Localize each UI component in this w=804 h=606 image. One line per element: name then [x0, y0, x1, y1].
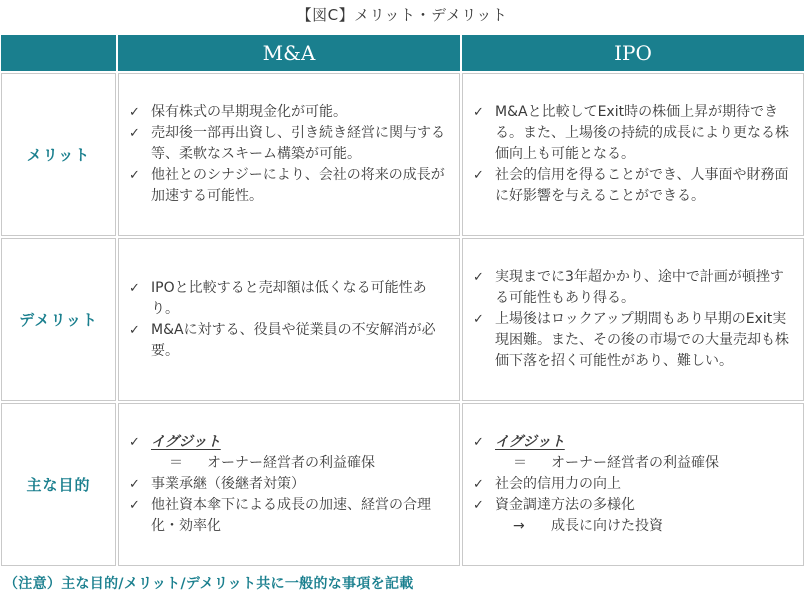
check-icon: ✓ — [129, 126, 140, 141]
exit-emphasis: イグジット — [495, 434, 565, 450]
equals-mark: ＝ — [169, 455, 183, 471]
list-item: ✓ 他社資本傘下による成長の加速、経営の合理化・効率化 — [129, 497, 431, 534]
check-icon: ✓ — [129, 168, 140, 183]
check-icon: ✓ — [473, 477, 484, 492]
check-icon: ✓ — [129, 105, 140, 120]
row-label-merit: メリット — [1, 73, 116, 236]
equals-mark: ＝ — [513, 455, 527, 471]
column-header-ma: M&A — [118, 35, 460, 71]
header-corner-cell — [1, 35, 116, 71]
arrow-right-icon: → — [513, 518, 525, 534]
list-sub-item: ＝ オーナー経営者の利益確保 — [129, 453, 451, 474]
column-header-ipo: IPO — [462, 35, 804, 71]
check-icon: ✓ — [473, 270, 484, 285]
check-icon: ✓ — [473, 435, 484, 450]
comparison-table — [1, 35, 804, 565]
list-item: ✓ 実現までに3年超かかり、途中で計画が頓挫する可能性もあり得る。 — [473, 269, 784, 306]
list-item: ✓ IPOと比較すると売却額は低くなる可能性あり。 — [129, 279, 427, 317]
check-icon: ✓ — [473, 168, 484, 183]
check-icon: ✓ — [473, 312, 484, 327]
purpose-ipo-cell — [462, 403, 804, 566]
check-icon: ✓ — [473, 105, 484, 120]
list-item: ✓ 保有株式の早期現金化が可能。 — [129, 102, 451, 123]
merit-ma-cell — [118, 73, 460, 236]
list-item: ✓ 売却後一部再出資し、引き続き経営に関与する等、柔軟なスキーム構築が可能。 — [129, 125, 445, 162]
list-item — [473, 432, 795, 453]
figure-title: 【図C】メリット・デメリット — [296, 6, 508, 24]
list-item: ✓ 資金調達方法の多様化 — [473, 495, 795, 516]
check-icon: ✓ — [129, 498, 140, 513]
list-item: ✓ 上場後はロックアップ期間もあり早期のExit実現困難。また、その後の市場での大量売却も株価下落を招く可能性があり、難しい。 — [473, 311, 789, 369]
check-icon: ✓ — [129, 435, 140, 450]
row-label-demerit: デメリット — [1, 238, 116, 401]
check-icon: ✓ — [129, 280, 140, 296]
check-icon: ✓ — [129, 477, 140, 492]
exit-emphasis: イグジット — [151, 434, 221, 450]
check-icon: ✓ — [129, 322, 140, 338]
list-item: ✓ 他社とのシナジーにより、会社の将来の成長が加速する可能性。 — [129, 167, 445, 204]
list-item: ✓ M&Aと比較してExit時の株価上昇が期待できる。また、上場後の持続的成長により更なる株価向上も可能となる。 — [473, 104, 789, 162]
list-item — [129, 432, 451, 453]
list-item: ✓ 社会的信用力の向上 — [473, 474, 795, 495]
merit-ipo-cell — [462, 73, 804, 236]
list-item: ✓ 社会的信用を得ることができ、人事面や財務面に好影響を与えることができる。 — [473, 167, 789, 204]
list-item: ✓ M&Aに対する、役員や従業員の不安解消が必要。 — [129, 321, 436, 359]
list-item: ✓ 事業承継（後継者対策） — [129, 474, 451, 495]
row-label-purpose: 主な目的 — [1, 403, 116, 566]
demerit-ma-cell — [118, 238, 460, 401]
list-sub-item: ＝ オーナー経営者の利益確保 — [473, 453, 795, 474]
purpose-ma-cell — [118, 403, 460, 566]
footnote: （注意）主な目的/メリット/デメリット共に一般的な事項を記載 — [4, 576, 414, 592]
demerit-ipo-cell — [462, 238, 804, 401]
list-sub-item: → 成長に向けた投資 — [473, 516, 795, 537]
check-icon: ✓ — [473, 498, 484, 513]
